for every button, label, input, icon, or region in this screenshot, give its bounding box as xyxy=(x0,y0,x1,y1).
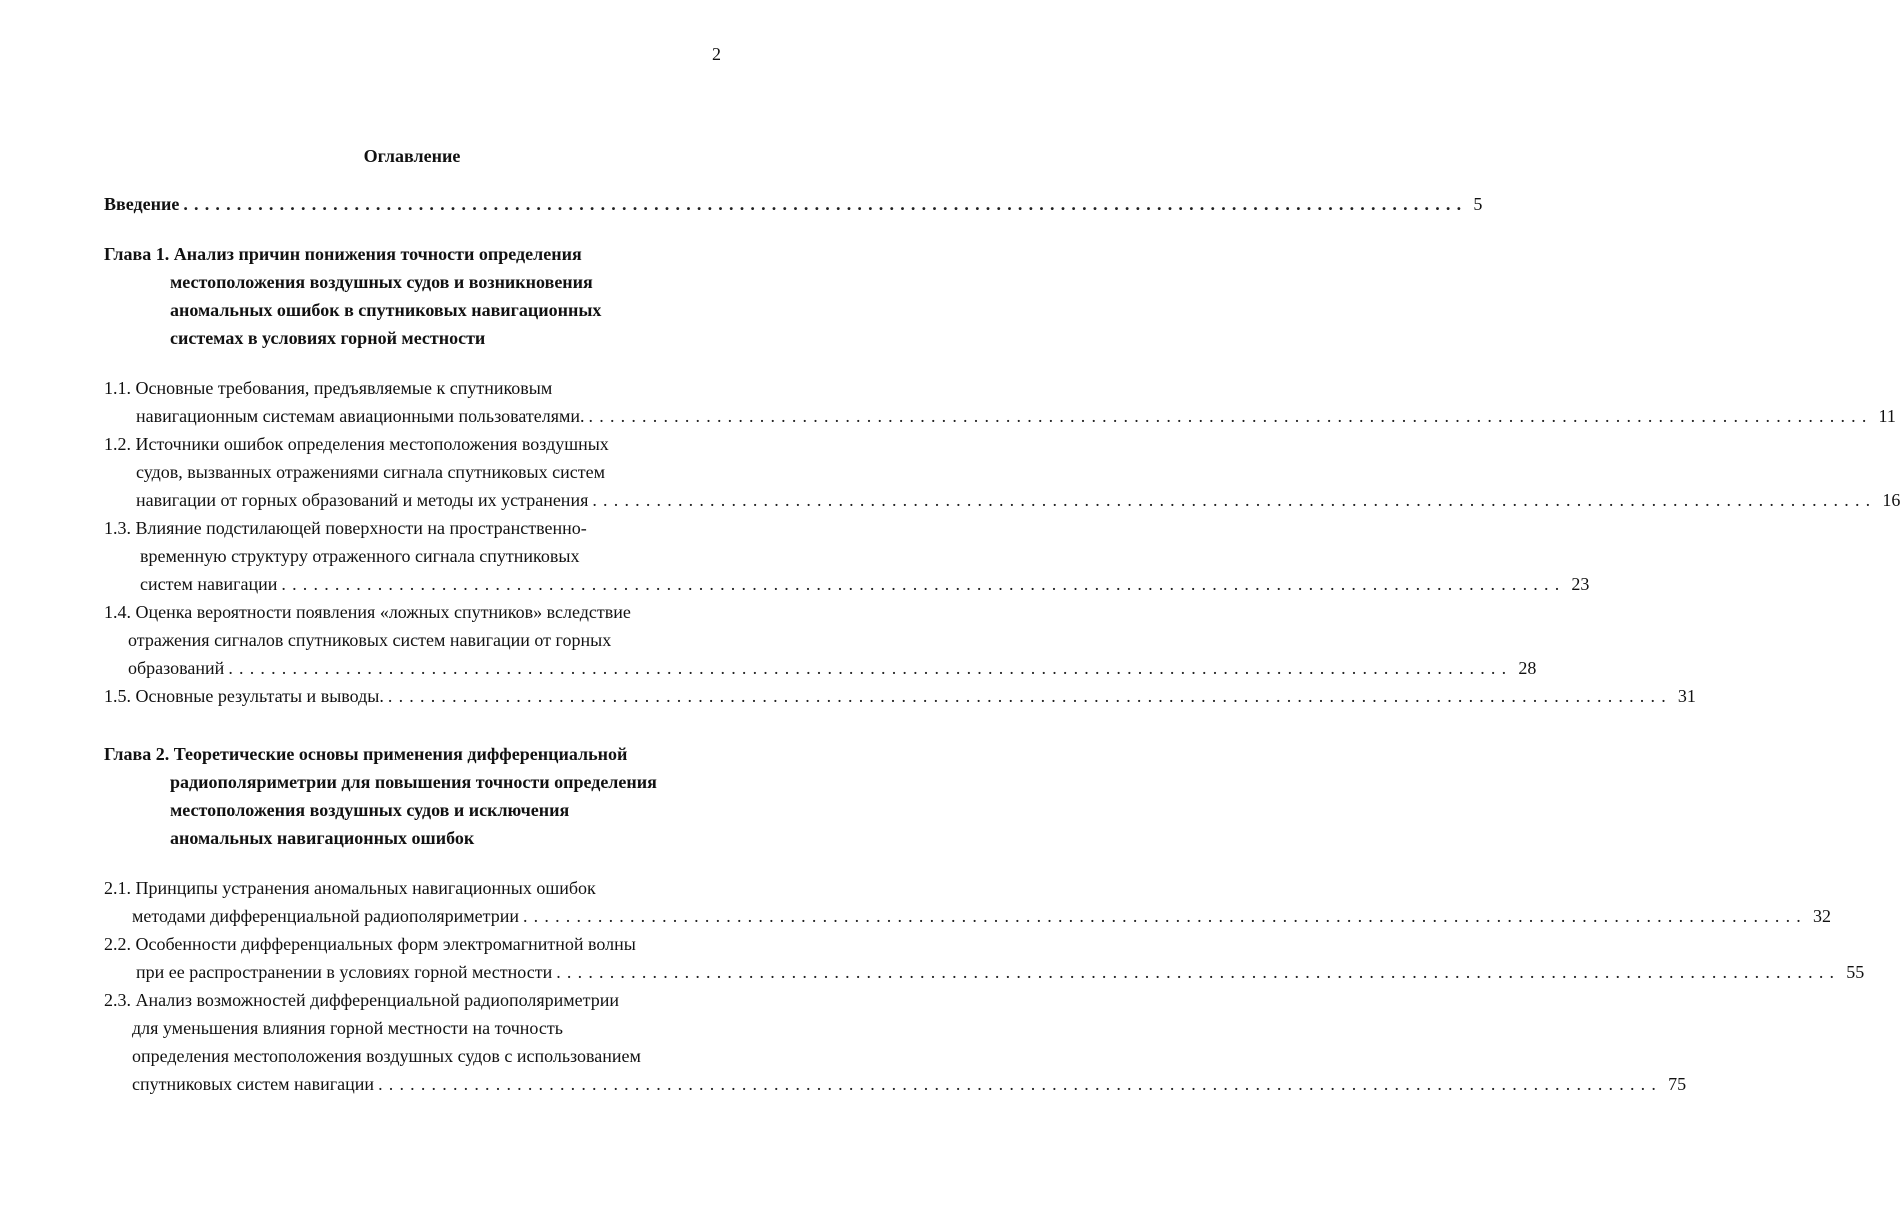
toc-section[interactable] xyxy=(104,430,1900,514)
dot-leader: ........................................................................................................................ xyxy=(556,962,1841,982)
toc-section-last-line xyxy=(104,570,1590,598)
chapter-heading-line: аномальных ошибок в спутниковых навигационных xyxy=(170,300,602,320)
toc-section-line: 2.2. Особенности дифференциальных форм электромагнитной волны xyxy=(104,934,636,954)
dot-leader: ........................................................................................................................ xyxy=(228,658,1513,678)
toc-section-last-line xyxy=(104,902,1831,930)
chapter-1-heading xyxy=(104,240,720,352)
chapter-heading-line: Глава 1. Анализ причин понижения точности определения xyxy=(104,244,582,264)
toc-entry-page: 75 xyxy=(1668,1074,1687,1094)
toc-section-line: определения местоположения воздушных судов с использованием xyxy=(132,1046,641,1066)
toc-section-line: отражения сигналов спутниковых систем навигации от горных xyxy=(128,630,612,650)
table-of-contents xyxy=(104,190,1900,1098)
toc-entry-page: 31 xyxy=(1677,686,1696,706)
chapter-1-sections xyxy=(104,374,1900,710)
dot-leader: ........................................................................................................................ xyxy=(378,1074,1663,1094)
toc-section[interactable] xyxy=(104,514,1590,598)
toc-title: Оглавление xyxy=(363,146,461,166)
toc-section-line: 1.1. Основные требования, предъявляемые к спутниковым xyxy=(104,378,553,398)
toc-section[interactable] xyxy=(104,374,1896,430)
chapter-heading-line: Глава 2. Теоретические основы применения дифференциальной xyxy=(104,744,628,764)
dot-leader: ........................................................................................................................ xyxy=(522,906,1807,926)
toc-entry-label: Введение xyxy=(104,194,180,214)
toc-section-line: 2.3. Анализ возможностей дифференциальной радиополяриметрии xyxy=(104,990,619,1010)
toc-entry-intro[interactable] xyxy=(104,190,1483,218)
chapter-heading-line: местоположения воздушных судов и исключения xyxy=(170,800,570,820)
toc-section-last-line xyxy=(104,654,1537,682)
dot-leader: ........................................................................................................................ xyxy=(588,406,1873,426)
toc-section[interactable] xyxy=(104,874,1831,930)
toc-section-last-line xyxy=(104,682,1696,710)
toc-entry-page: 11 xyxy=(1878,406,1896,426)
toc-section-line: для уменьшения влияния горной местности на точность xyxy=(132,1018,563,1038)
dot-leader: ........................................................................................................................ xyxy=(281,574,1566,594)
chapter-heading-line: местоположения воздушных судов и возникновения xyxy=(170,272,593,292)
page-number: 2 xyxy=(712,44,721,64)
chapter-heading-line: радиополяриметрии для повышения точности определения xyxy=(170,772,657,792)
toc-entry-page: 28 xyxy=(1518,658,1537,678)
toc-entry-label: методами дифференциальной радиополяриметрии xyxy=(132,906,519,926)
toc-section-line: судов, вызванных отражениями сигнала спутниковых систем xyxy=(136,462,605,482)
dot-leader: ........................................................................................................................ xyxy=(183,194,1468,214)
toc-section-last-line xyxy=(104,402,1896,430)
toc-entry-label: спутниковых систем навигации xyxy=(132,1074,375,1094)
toc-section-line: 1.2. Источники ошибок определения местоположения воздушных xyxy=(104,434,609,454)
toc-section-last-line xyxy=(104,958,1865,986)
toc-entry-label: 1.5. Основные результаты и выводы. xyxy=(104,686,384,706)
toc-entry-page: 23 xyxy=(1571,574,1590,594)
toc-section-last-line xyxy=(104,486,1900,514)
toc-section-line: временную структуру отраженного сигнала спутниковых xyxy=(140,546,580,566)
toc-entry-page: 55 xyxy=(1846,962,1865,982)
toc-section-line: 2.1. Принципы устранения аномальных навигационных ошибок xyxy=(104,878,596,898)
toc-section[interactable] xyxy=(104,682,1696,710)
toc-entry-label: систем навигации xyxy=(140,574,278,594)
toc-entry-label: навигационным системам авиационными пользователями. xyxy=(136,406,585,426)
chapter-heading-line: аномальных навигационных ошибок xyxy=(170,828,475,848)
dot-leader: ........................................................................................................................ xyxy=(592,490,1877,510)
toc-section[interactable] xyxy=(104,986,1687,1098)
toc-entry-label: навигации от горных образований и методы их устранения xyxy=(136,490,589,510)
chapter-2-heading xyxy=(104,740,720,852)
toc-section-last-line xyxy=(104,1070,1687,1098)
dot-leader: ........................................................................................................................ xyxy=(387,686,1672,706)
toc-entry-page: 32 xyxy=(1812,906,1831,926)
toc-section-line: 1.3. Влияние подстилающей поверхности на пространственно- xyxy=(104,518,587,538)
chapter-heading-line: системах в условиях горной местности xyxy=(170,328,486,348)
toc-entry-label: образований xyxy=(128,658,225,678)
toc-section-line: 1.4. Оценка вероятности появления «ложных спутников» вследствие xyxy=(104,602,631,622)
chapter-2-sections xyxy=(104,874,1865,1098)
toc-section[interactable] xyxy=(104,930,1865,986)
toc-entry-label: при ее распространении в условиях горной местности xyxy=(136,962,553,982)
toc-section[interactable] xyxy=(104,598,1537,682)
toc-entry-page: 5 xyxy=(1473,194,1483,214)
toc-entry-page: 16 xyxy=(1882,490,1900,510)
